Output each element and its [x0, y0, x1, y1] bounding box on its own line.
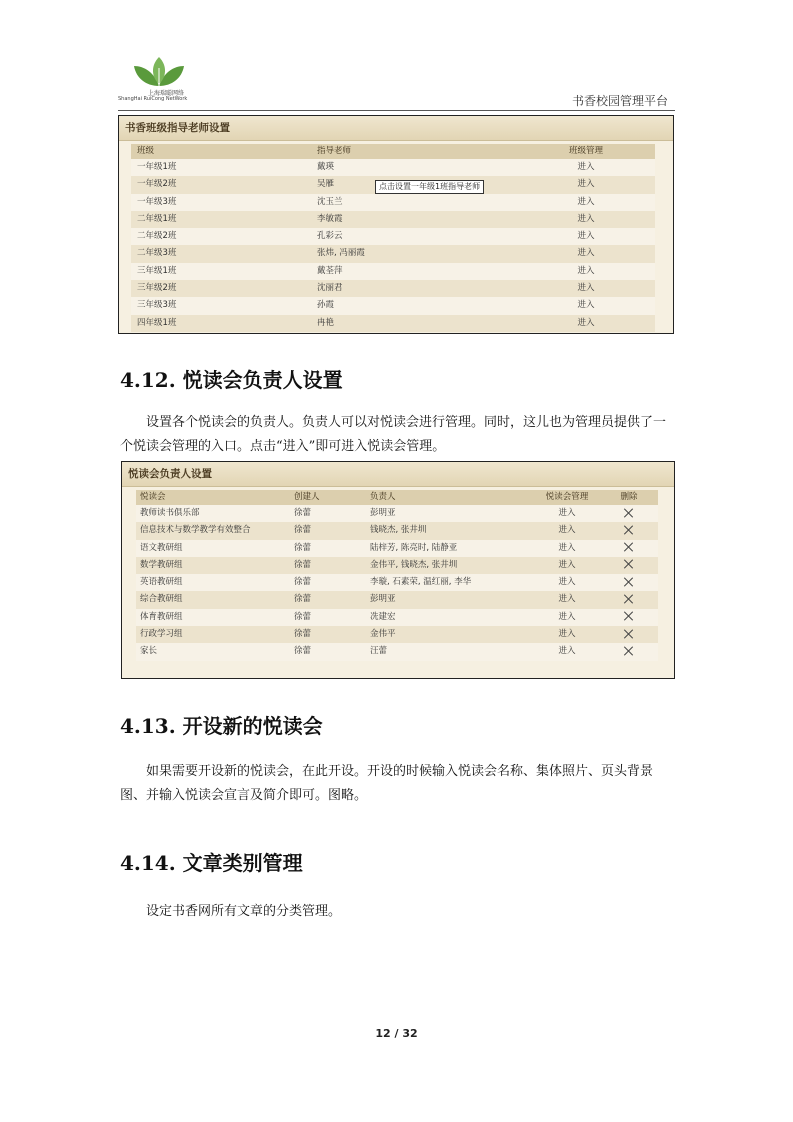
column-header-class: 班级	[137, 146, 155, 156]
owner-link[interactable]: 金伟平, 钱晓杰, 张井圳	[370, 559, 458, 570]
table-row	[131, 245, 655, 262]
table-row	[131, 228, 655, 245]
club-cell: 行政学习组	[140, 629, 183, 640]
leaf-logo-icon	[132, 56, 186, 90]
club-owner-table	[136, 490, 658, 661]
owner-link[interactable]: 彭明亚	[370, 594, 396, 605]
table-row	[131, 280, 655, 297]
table-row	[131, 315, 655, 332]
column-header-creator: 创建人	[294, 492, 320, 502]
class-cell: 三年级1班	[137, 265, 177, 276]
delete-button[interactable]	[614, 609, 644, 626]
section-paragraph-4-13: 如果需要开设新的悦读会，在此开设。开设的时候输入悦读会名称、集体照片、页头背景图、并输入悦读会宣言及简介即可。图略。	[120, 764, 654, 803]
creator-cell: 徐蕾	[294, 611, 312, 622]
delete-button[interactable]	[614, 557, 644, 574]
class-teacher-table	[131, 144, 655, 332]
enter-link[interactable]: 进入	[577, 196, 595, 207]
creator-cell: 徐蕾	[294, 646, 312, 657]
owner-link[interactable]: 冼建宏	[370, 611, 396, 622]
header-title: 书香校园管理平台	[571, 94, 668, 108]
creator-cell: 徐蕾	[294, 542, 312, 553]
club-cell: 综合教研组	[140, 594, 183, 605]
table-row	[136, 505, 658, 522]
close-icon	[624, 542, 634, 552]
creator-cell: 徐蕾	[294, 629, 312, 640]
section-heading-4-12: 4.12. 悦读会负责人设置	[120, 368, 343, 392]
table-row	[136, 591, 658, 608]
teacher-link[interactable]: 吴雁	[317, 179, 335, 190]
section-paragraph-4-12: 设置各个悦读会的负责人。负责人可以对悦读会进行管理。同时，这儿也为管理员提供了一个悦读会管理的入口。点击“进入”即可进入悦读会管理。	[120, 415, 667, 454]
teacher-link[interactable]: 孔彩云	[317, 231, 343, 242]
close-icon	[624, 646, 634, 656]
column-header-delete: 删除	[620, 492, 638, 502]
class-cell: 三年级3班	[137, 300, 177, 311]
enter-link[interactable]: 进入	[577, 317, 595, 328]
teacher-link[interactable]: 冉艳	[317, 317, 335, 328]
teacher-link[interactable]: 李敏霞	[317, 213, 343, 224]
table-row	[136, 522, 658, 539]
class-cell: 一年级2班	[137, 179, 177, 190]
company-logo	[118, 56, 200, 106]
column-header-teacher: 指导老师	[317, 146, 352, 156]
table-row	[136, 626, 658, 643]
class-teacher-panel	[118, 115, 674, 334]
enter-link[interactable]: 进入	[577, 283, 595, 294]
table-row	[131, 159, 655, 176]
section-heading-4-14: 4.14. 文章类别管理	[120, 851, 303, 875]
class-cell: 一年级1班	[137, 162, 177, 172]
teacher-link[interactable]: 沈玉兰	[317, 196, 343, 207]
teacher-link[interactable]: 戴荃萍	[317, 265, 343, 276]
teacher-link[interactable]: 戴瑛	[317, 162, 335, 172]
header-divider	[118, 110, 675, 111]
club-cell: 语文教研组	[140, 542, 183, 553]
club-cell: 教师读书俱乐部	[140, 508, 200, 518]
owner-link[interactable]: 金伟平	[370, 629, 396, 640]
owner-link[interactable]: 陆梓芳, 陈亮时, 陆静亚	[370, 542, 458, 553]
panel-title: 悦读会负责人设置	[122, 462, 674, 487]
table-header-row	[136, 490, 658, 505]
enter-link[interactable]: 进入	[577, 162, 595, 172]
enter-link[interactable]: 进入	[577, 265, 595, 276]
owner-link[interactable]: 彭明亚	[370, 508, 396, 518]
table-row	[136, 557, 658, 574]
table-header-row	[131, 144, 655, 159]
class-cell: 二年级2班	[137, 231, 177, 242]
enter-link[interactable]: 进入	[577, 300, 595, 311]
owner-link[interactable]: 李璇, 石素荣, 温红丽, 李华	[370, 577, 472, 588]
enter-link[interactable]: 进入	[558, 594, 576, 605]
class-cell: 四年级1班	[137, 317, 177, 328]
enter-link[interactable]: 进入	[577, 248, 595, 259]
table-row	[131, 263, 655, 280]
club-owner-panel	[121, 461, 675, 679]
column-header-club-management: 悦读会管理	[545, 492, 589, 502]
club-cell: 家长	[140, 646, 158, 657]
club-cell: 数学教研组	[140, 559, 183, 570]
delete-button[interactable]	[614, 574, 644, 591]
teacher-link[interactable]: 沈丽君	[317, 283, 343, 294]
close-icon	[624, 508, 634, 518]
table-row	[136, 574, 658, 591]
enter-link[interactable]: 进入	[577, 231, 595, 242]
class-cell: 二年级1班	[137, 213, 177, 224]
logo-chinese-text: 上海瑞聪网络	[148, 90, 185, 97]
column-header-class-management: 班级管理	[568, 146, 603, 156]
page-number: 12 / 32	[375, 1027, 418, 1040]
close-icon	[624, 525, 634, 535]
close-icon	[624, 559, 634, 569]
table-row	[136, 609, 658, 626]
close-icon	[624, 611, 634, 621]
section-paragraph-4-14: 设定书香网所有文章的分类管理。	[146, 904, 342, 919]
panel-title: 书香班级指导老师设置	[119, 116, 673, 141]
delete-button[interactable]	[614, 540, 644, 557]
creator-cell: 徐蕾	[294, 525, 312, 536]
teacher-link[interactable]: 张炜, 冯丽霞	[317, 248, 365, 259]
class-cell: 二年级3班	[137, 248, 177, 259]
table-row	[131, 297, 655, 314]
enter-link[interactable]: 进入	[558, 611, 576, 622]
enter-link[interactable]: 进入	[558, 525, 576, 536]
enter-link[interactable]: 进入	[558, 629, 576, 640]
enter-link[interactable]: 进入	[577, 213, 595, 224]
enter-link[interactable]: 进入	[558, 508, 576, 518]
creator-cell: 徐蕾	[294, 594, 312, 605]
column-header-club: 悦读会	[140, 492, 166, 502]
tooltip: 点击设置一年级1班指导老师	[375, 180, 484, 194]
enter-link[interactable]: 进入	[558, 542, 576, 553]
close-icon	[624, 577, 634, 587]
delete-button[interactable]	[614, 626, 644, 643]
class-cell: 一年级3班	[137, 196, 177, 207]
enter-link[interactable]: 进入	[558, 646, 576, 657]
creator-cell: 徐蕾	[294, 577, 312, 588]
delete-button[interactable]	[614, 505, 644, 522]
creator-cell: 徐蕾	[294, 508, 312, 518]
delete-button[interactable]	[614, 643, 644, 660]
teacher-link[interactable]: 孙霞	[317, 300, 335, 311]
creator-cell: 徐蕾	[294, 559, 312, 570]
owner-link[interactable]: 钱晓杰, 张井圳	[370, 525, 427, 536]
club-cell: 体育教研组	[140, 611, 183, 622]
close-icon	[624, 629, 634, 639]
table-row	[131, 194, 655, 211]
table-row	[136, 643, 658, 660]
close-icon	[624, 594, 634, 604]
table-row	[136, 540, 658, 557]
table-row	[131, 211, 655, 228]
delete-button[interactable]	[614, 522, 644, 539]
enter-link[interactable]: 进入	[558, 559, 576, 570]
owner-link[interactable]: 汪蕾	[370, 646, 388, 657]
class-cell: 三年级2班	[137, 283, 177, 294]
club-cell: 信息技术与数学教学有效整合	[140, 525, 251, 536]
section-heading-4-13: 4.13. 开设新的悦读会	[120, 714, 323, 738]
column-header-owner: 负责人	[370, 492, 396, 502]
enter-link[interactable]: 进入	[558, 577, 576, 588]
enter-link[interactable]: 进入	[577, 179, 595, 190]
logo-english-text: ShangHai RuiCong NetWork	[118, 96, 188, 102]
delete-button[interactable]	[614, 591, 644, 608]
club-cell: 英语教研组	[140, 577, 183, 588]
